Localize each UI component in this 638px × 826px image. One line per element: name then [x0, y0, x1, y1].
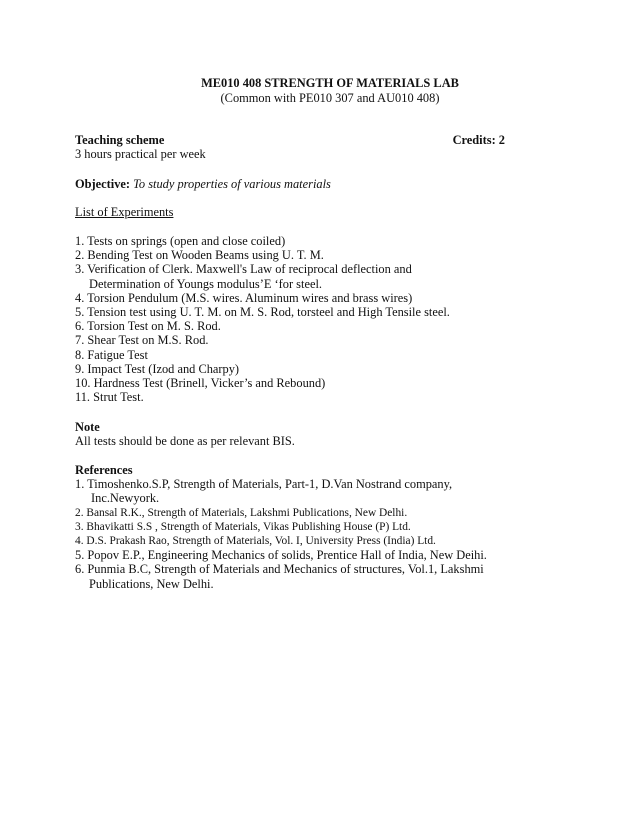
- reference-item: 3. Bhavikatti S.S , Strength of Materials, Vikas Publishing House (P) Ltd.: [75, 520, 411, 533]
- list-item: 11. Strut Test.: [75, 390, 144, 405]
- reference-item: Inc.Newyork.: [91, 491, 160, 506]
- objective-text: To study properties of various materials: [133, 177, 331, 191]
- list-item: Determination of Youngs modulus’E ‘for steel.: [89, 276, 322, 291]
- credits-label: Credits: 2: [452, 133, 505, 147]
- hours-text: 3 hours practical per week: [75, 147, 206, 162]
- experiments-section: [75, 205, 515, 219]
- list-item: 5. Tension test using U. T. M. on M. S. Rod, torsteel and High Tensile steel.: [75, 305, 450, 320]
- note-heading: Note: [75, 420, 100, 434]
- list-item: 4. Torsion Pendulum (M.S. wires. Aluminum wires and brass wires): [75, 290, 413, 305]
- reference-item: 4. D.S. Prakash Rao, Strength of Materials, Vol. I, University Press (India) Ltd.: [75, 535, 436, 548]
- list-item: 3. Verification of Clerk. Maxwell's Law of reciprocal deflection and: [75, 262, 412, 277]
- list-item: 2. Bending Test on Wooden Beams using U. T. M.: [75, 248, 324, 263]
- note-text: All tests should be done as per relevant BIS.: [75, 434, 295, 449]
- course-title: ME010 408 STRENGTH OF MATERIALS LAB: [201, 76, 459, 90]
- list-item: 8. Fatigue Test: [75, 347, 148, 362]
- list-item: 1. Tests on springs (open and close coiled): [75, 234, 286, 248]
- teaching-scheme-section: [75, 133, 515, 161]
- reference-item: 6. Punmia B.C, Strength of Materials and Mechanics of structures, Vol.1, Lakshmi: [75, 562, 484, 577]
- course-subtitle: (Common with PE010 307 and AU010 408): [220, 91, 440, 105]
- objective-section: [75, 177, 515, 191]
- list-item: 9. Impact Test (Izod and Charpy): [75, 361, 240, 376]
- list-item: 10. Hardness Test (Brinell, Vicker’s and Rebound): [75, 376, 326, 391]
- references-section: [75, 463, 515, 591]
- teaching-scheme-label: Teaching scheme: [75, 133, 165, 147]
- experiments-heading: List of Experiments: [75, 205, 174, 219]
- list-item: 6. Torsion Test on M. S. Rod.: [75, 319, 221, 334]
- reference-item: Publications, New Delhi.: [89, 576, 214, 591]
- references-heading: References: [75, 463, 133, 477]
- list-item: 7. Shear Test on M.S. Rod.: [75, 333, 209, 348]
- note-section: [75, 420, 515, 448]
- reference-item: 2. Bansal R.K., Strength of Materials, Lakshmi Publications, New Delhi.: [75, 506, 408, 519]
- reference-item: 5. Popov E.P., Engineering Mechanics of solids, Prentice Hall of India, New Deihi.: [75, 548, 487, 563]
- experiments-list: [75, 234, 515, 404]
- reference-item: 1. Timoshenko.S.P, Strength of Materials, Part-1, D.Van Nostrand company,: [75, 477, 453, 492]
- objective-label: Objective:: [75, 177, 131, 191]
